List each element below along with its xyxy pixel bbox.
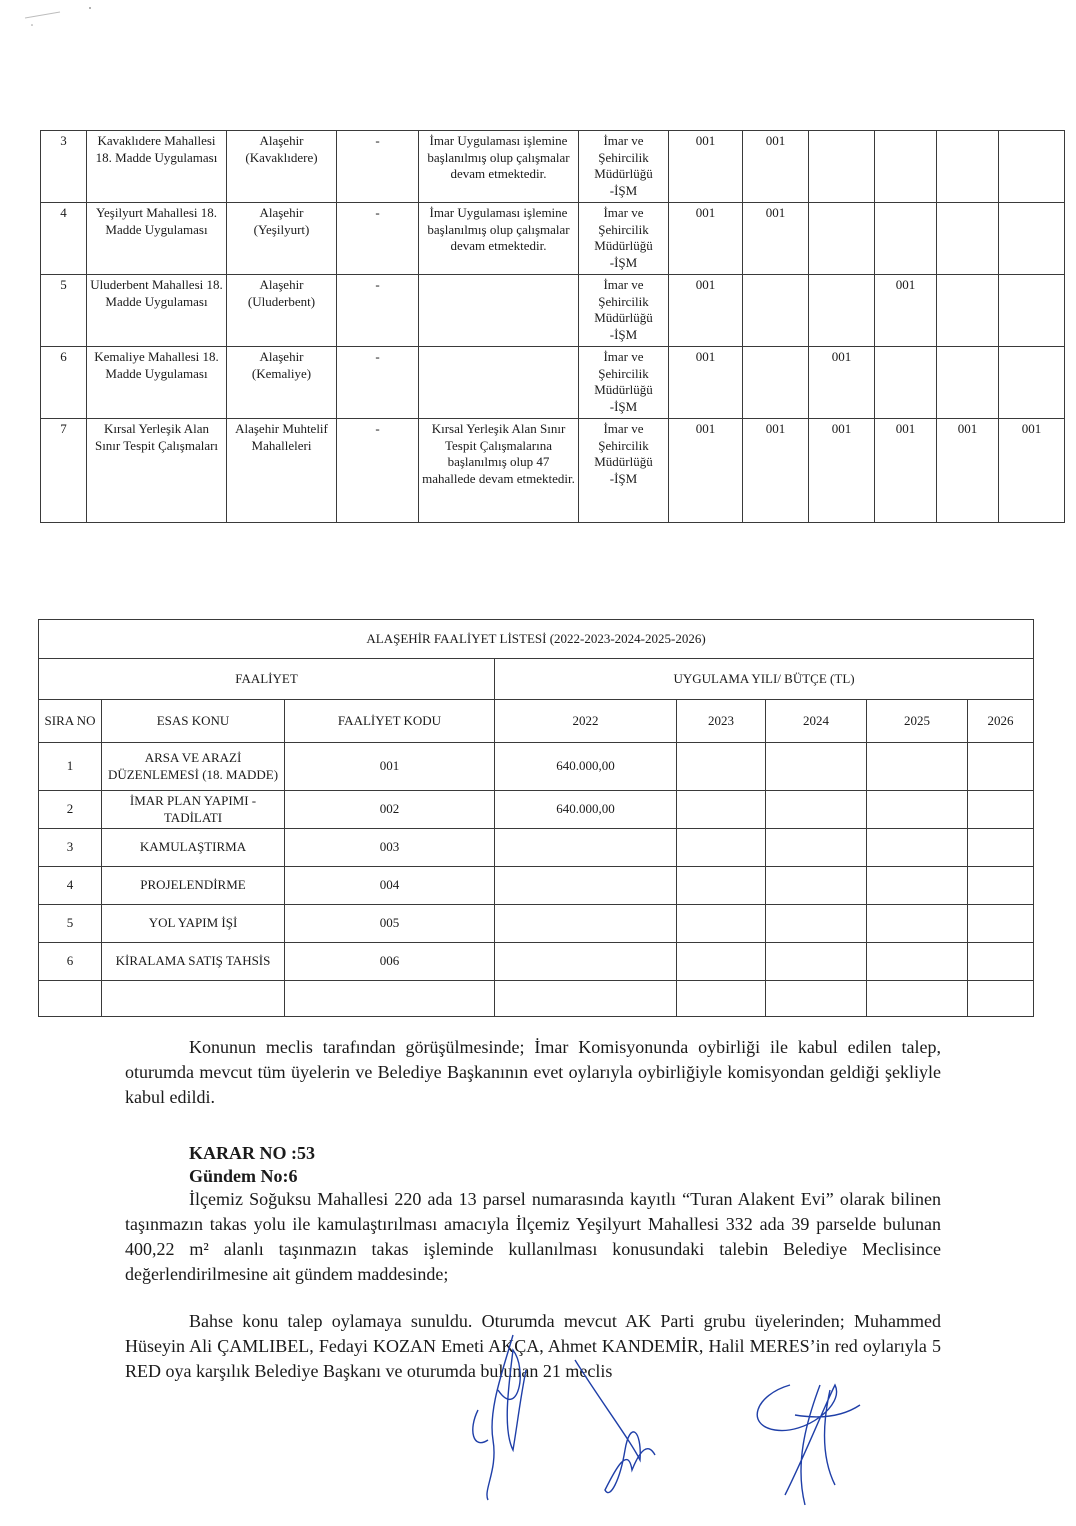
activity-code: 001	[285, 743, 495, 791]
col-header-2026: 2026	[968, 700, 1034, 743]
budget-2023	[677, 829, 766, 867]
year-code-cell	[875, 347, 937, 419]
project-name: Kırsal Yerleşik Alan Sınır Tespit Çalışmaları	[87, 419, 227, 523]
project-location: Alaşehir (Kavaklıdere)	[227, 131, 337, 203]
year-code-cell	[809, 131, 875, 203]
project-location: Alaşehir (Uluderbent)	[227, 275, 337, 347]
empty-cell	[495, 981, 677, 1017]
row-no: 7	[41, 419, 87, 523]
project-row	[41, 419, 1065, 523]
budget-2026	[968, 743, 1034, 791]
activity-subject: PROJELENDİRME	[102, 867, 285, 905]
activity-list-title: ALAŞEHİR FAALİYET LİSTESİ (2022-2023-2024-2025-2026)	[39, 620, 1034, 659]
project-dash: -	[337, 419, 419, 523]
row-no: 5	[41, 275, 87, 347]
budget-2026	[968, 791, 1034, 829]
budget-2026	[968, 905, 1034, 943]
year-code-cell	[999, 203, 1065, 275]
year-code-cell: 001	[669, 131, 743, 203]
year-code-cell	[999, 347, 1065, 419]
year-code-cell: 001	[875, 275, 937, 347]
budget-2023	[677, 943, 766, 981]
project-dash: -	[337, 203, 419, 275]
col-header-kod: FAALİYET KODU	[285, 700, 495, 743]
activity-row	[39, 905, 1034, 943]
activity-row	[39, 829, 1034, 867]
year-code-cell: 001	[999, 419, 1065, 523]
year-code-cell	[937, 347, 999, 419]
budget-2024	[766, 791, 867, 829]
signature-1	[458, 1330, 568, 1510]
budget-2022	[495, 867, 677, 905]
budget-2022: 640.000,00	[495, 743, 677, 791]
project-status: Kırsal Yerleşik Alan Sınır Tespit Çalışmalarına başlanılmış olup 47 mahallede devam etmektedir.	[419, 419, 579, 523]
activity-no: 3	[39, 829, 102, 867]
responsible-unit: İmar ve Şehircilik Müdürlüğü -İŞM	[579, 275, 669, 347]
responsible-unit: İmar ve Şehircilik Müdürlüğü -İŞM	[579, 131, 669, 203]
project-name: Uluderbent Mahallesi 18. Madde Uygulaması	[87, 275, 227, 347]
year-code-cell: 001	[937, 419, 999, 523]
budget-2023	[677, 743, 766, 791]
row-no: 6	[41, 347, 87, 419]
budget-2024	[766, 905, 867, 943]
activity-row-empty	[39, 981, 1034, 1017]
empty-cell	[285, 981, 495, 1017]
budget-2025	[867, 905, 968, 943]
budget-2023	[677, 905, 766, 943]
empty-cell	[766, 981, 867, 1017]
project-location: Alaşehir (Kemaliye)	[227, 347, 337, 419]
budget-2025	[867, 867, 968, 905]
empty-cell	[867, 981, 968, 1017]
year-code-cell: 001	[743, 419, 809, 523]
project-name: Kemaliye Mahallesi 18. Madde Uygulaması	[87, 347, 227, 419]
year-code-cell: 001	[669, 275, 743, 347]
signature-3	[735, 1345, 875, 1515]
year-code-cell	[809, 275, 875, 347]
empty-cell	[102, 981, 285, 1017]
project-row	[41, 131, 1065, 203]
year-code-cell: 001	[669, 203, 743, 275]
activity-row	[39, 943, 1034, 981]
year-code-cell: 001	[809, 347, 875, 419]
project-dash: -	[337, 131, 419, 203]
activity-subject: KAMULAŞTIRMA	[102, 829, 285, 867]
scan-speck	[20, 0, 140, 40]
activity-no: 5	[39, 905, 102, 943]
responsible-unit: İmar ve Şehircilik Müdürlüğü -İŞM	[579, 419, 669, 523]
col-header-2025: 2025	[867, 700, 968, 743]
budget-2022	[495, 829, 677, 867]
budget-2026	[968, 943, 1034, 981]
gundem-no: Gündem No:6	[189, 1166, 298, 1186]
activity-no: 4	[39, 867, 102, 905]
activity-subject: KİRALAMA SATIŞ TAHSİS	[102, 943, 285, 981]
year-code-cell: 001	[743, 131, 809, 203]
responsible-unit: İmar ve Şehircilik Müdürlüğü -İŞM	[579, 203, 669, 275]
budget-2025	[867, 829, 968, 867]
budget-2023	[677, 791, 766, 829]
project-status: İmar Uygulaması işlemine başlanılmış olup çalışmalar devam etmektedir.	[419, 131, 579, 203]
karar-no: KARAR NO :53	[189, 1143, 315, 1163]
budget-2026	[968, 867, 1034, 905]
col-header-sira: SIRA NO	[39, 700, 102, 743]
group-header-faaliyet: FAALİYET	[39, 659, 495, 700]
project-location: Alaşehir Muhtelif Mahalleleri	[227, 419, 337, 523]
year-code-cell	[743, 347, 809, 419]
activity-row	[39, 867, 1034, 905]
year-code-cell	[875, 131, 937, 203]
activity-list-table	[38, 619, 1034, 1017]
year-code-cell	[937, 203, 999, 275]
year-code-cell	[999, 131, 1065, 203]
project-row	[41, 275, 1065, 347]
project-location: Alaşehir (Yeşilyurt)	[227, 203, 337, 275]
year-code-cell: 001	[743, 203, 809, 275]
signature-2	[570, 1350, 690, 1510]
activity-code: 003	[285, 829, 495, 867]
activity-code: 004	[285, 867, 495, 905]
project-name: Yeşilyurt Mahallesi 18. Madde Uygulaması	[87, 203, 227, 275]
activity-subject: ARSA VE ARAZİ DÜZENLEMESİ (18. MADDE)	[102, 743, 285, 791]
project-table	[40, 130, 1065, 523]
budget-2025	[867, 943, 968, 981]
activity-no: 6	[39, 943, 102, 981]
col-header-konu: ESAS KONU	[102, 700, 285, 743]
project-status	[419, 347, 579, 419]
budget-2025	[867, 743, 968, 791]
project-name: Kavaklıdere Mahallesi 18. Madde Uygulaması	[87, 131, 227, 203]
budget-2024	[766, 867, 867, 905]
year-code-cell: 001	[875, 419, 937, 523]
year-code-cell	[937, 275, 999, 347]
project-row	[41, 347, 1065, 419]
activity-no: 2	[39, 791, 102, 829]
year-code-cell	[809, 203, 875, 275]
budget-2026	[968, 829, 1034, 867]
agenda-paragraph: İlçemiz Soğuksu Mahallesi 220 ada 13 parsel numarasında kayıtlı “Turan Alakent Evi” olarak bilinen taşınmazın takas yolu ile kamulaştırılması amacıyla İlçemiz Yeşilyurt Mahallesi 332 ada 39 parselde bulunan 400,22 m² alanlı taşınmazın takas işleminde kullanılması konusundaki talebin Belediye Meclisince değerlendirilmesine ait gündem maddesinde;	[125, 1189, 941, 1284]
activity-code: 002	[285, 791, 495, 829]
budget-2024	[766, 743, 867, 791]
row-no: 4	[41, 203, 87, 275]
project-status	[419, 275, 579, 347]
decision-paragraph: Konunun meclis tarafından görüşülmesinde; İmar Komisyonunda oybirliği ile kabul edilen talep, oturumda mevcut tüm üyelerin ve Belediye Başkanının evet oylarıyla oybirliğiyle komisyondan geldiği şekliyle kabul edildi.	[125, 1037, 941, 1107]
budget-2025	[867, 791, 968, 829]
row-no: 3	[41, 131, 87, 203]
activity-code: 006	[285, 943, 495, 981]
year-code-cell	[875, 203, 937, 275]
budget-2022	[495, 905, 677, 943]
activity-subject: YOL YAPIM İŞİ	[102, 905, 285, 943]
budget-2024	[766, 943, 867, 981]
budget-2024	[766, 829, 867, 867]
year-code-cell	[743, 275, 809, 347]
year-code-cell: 001	[669, 347, 743, 419]
responsible-unit: İmar ve Şehircilik Müdürlüğü -İŞM	[579, 347, 669, 419]
empty-cell	[968, 981, 1034, 1017]
empty-cell	[39, 981, 102, 1017]
project-status: İmar Uygulaması işlemine başlanılmış olup çalışmalar devam etmektedir.	[419, 203, 579, 275]
col-header-2022: 2022	[495, 700, 677, 743]
empty-cell	[677, 981, 766, 1017]
activity-no: 1	[39, 743, 102, 791]
vote-paragraph: Bahse konu talep oylamaya sunuldu. Oturumda mevcut AK Parti grubu üyelerinden; Muhammed Hüseyin Ali ÇAMLIBEL, Fedayi KOZAN Emeti AKÇA, Ahmet KANDEMİR, Halil MERES’in red oylarıyla 5 RED oya karşılık Belediye Başkanı ve oturumda bulunan 21 meclis	[125, 1311, 941, 1381]
activity-subject: İMAR PLAN YAPIMI - TADİLATI	[102, 791, 285, 829]
activity-code: 005	[285, 905, 495, 943]
project-dash: -	[337, 347, 419, 419]
col-header-2024: 2024	[766, 700, 867, 743]
year-code-cell: 001	[669, 419, 743, 523]
col-header-2023: 2023	[677, 700, 766, 743]
activity-row	[39, 791, 1034, 829]
group-header-budget: UYGULAMA YILI/ BÜTÇE (TL)	[495, 659, 1034, 700]
year-code-cell	[999, 275, 1065, 347]
budget-2022	[495, 943, 677, 981]
project-row	[41, 203, 1065, 275]
project-dash: -	[337, 275, 419, 347]
budget-2022: 640.000,00	[495, 791, 677, 829]
budget-2023	[677, 867, 766, 905]
year-code-cell: 001	[809, 419, 875, 523]
activity-row	[39, 743, 1034, 791]
year-code-cell	[937, 131, 999, 203]
